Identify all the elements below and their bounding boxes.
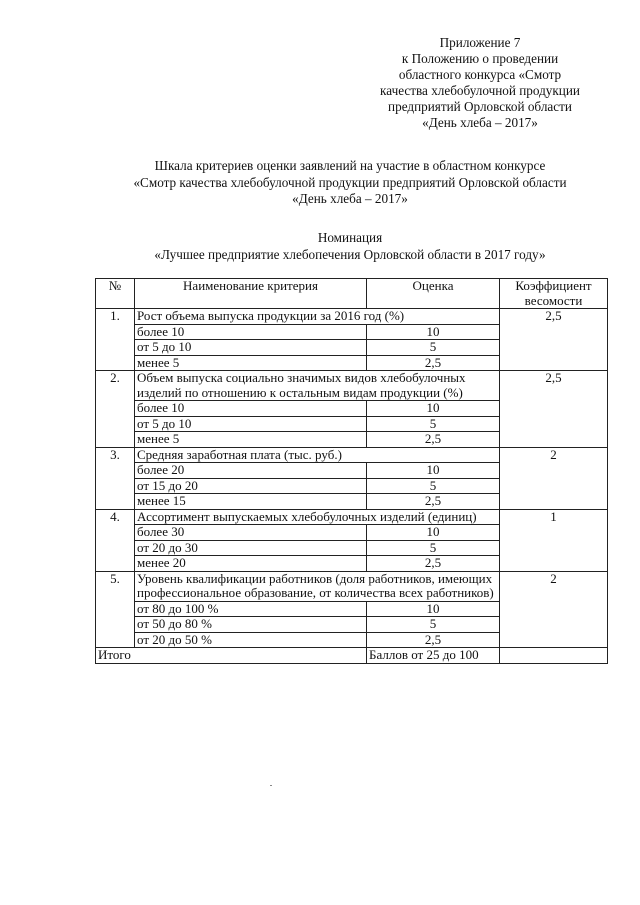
appendix-line: к Положению о проведении — [401, 51, 559, 66]
heading-line: «Смотр качества хлебобулочной продукции предприятий Орловской области — [133, 174, 567, 190]
criterion-number: 2. — [96, 371, 135, 448]
option-label: менее 20 — [135, 556, 367, 572]
appendix-line: качества хлебобулочной продукции — [380, 83, 580, 98]
criterion-coefficient: 2,5 — [500, 371, 608, 448]
table-header-row — [96, 279, 608, 309]
nomination-title: «Лучшее предприятие хлебопечения Орловской области в 2017 году» — [154, 246, 546, 262]
total-label: Итого — [96, 648, 367, 664]
option-score: 10 — [367, 401, 500, 417]
option-score: 10 — [367, 324, 500, 340]
option-label: более 10 — [135, 324, 367, 340]
heading-line: «День хлеба – 2017» — [292, 191, 408, 206]
header-coef: Коэффициент весомости — [500, 279, 608, 309]
option-score: 2,5 — [367, 432, 500, 448]
option-label: от 20 до 50 % — [135, 632, 367, 648]
nomination-block — [60, 230, 640, 263]
header-name: Наименование критерия — [135, 279, 367, 309]
total-empty-cell — [500, 648, 608, 664]
table-row — [96, 571, 608, 601]
option-score: 10 — [367, 525, 500, 541]
table-row — [96, 371, 608, 401]
appendix-line: предприятий Орловской области — [388, 99, 572, 114]
scan-speck — [270, 785, 272, 786]
option-score: 5 — [367, 540, 500, 556]
criterion-number: 1. — [96, 309, 135, 371]
criterion-coefficient: 2 — [500, 447, 608, 509]
total-value: Баллов от 25 до 100 — [367, 648, 500, 664]
table-row — [96, 447, 608, 463]
appendix-line: Приложение 7 — [439, 35, 521, 50]
option-label: менее 5 — [135, 355, 367, 371]
option-label: менее 15 — [135, 494, 367, 510]
criterion-number: 3. — [96, 447, 135, 509]
criterion-coefficient: 2 — [500, 571, 608, 648]
header-score: Оценка — [367, 279, 500, 309]
option-score: 5 — [367, 416, 500, 432]
option-score: 5 — [367, 617, 500, 633]
nomination-label: Номинация — [317, 230, 383, 245]
criterion-number: 5. — [96, 571, 135, 648]
criterion-name: Средняя заработная плата (тыс. руб.) — [135, 447, 500, 463]
table-row — [96, 509, 608, 525]
criterion-name: Уровень квалификации работников (доля работников, имеющих профессиональное образование, от количества всех работников) — [135, 571, 500, 601]
option-label: от 5 до 10 — [135, 416, 367, 432]
option-label: от 80 до 100 % — [135, 601, 367, 617]
criterion-name: Ассортимент выпускаемых хлебобулочных изделий (единиц) — [135, 509, 500, 525]
option-label: более 10 — [135, 401, 367, 417]
option-label: более 30 — [135, 525, 367, 541]
table-row — [96, 309, 608, 325]
criterion-name: Рост объема выпуска продукции за 2016 год (%) — [135, 309, 500, 325]
option-label: менее 5 — [135, 432, 367, 448]
option-label: от 50 до 80 % — [135, 617, 367, 633]
appendix-block — [360, 35, 600, 131]
appendix-line: областного конкурса «Смотр — [398, 67, 562, 82]
option-score: 2,5 — [367, 556, 500, 572]
total-row — [96, 648, 608, 664]
criteria-table — [95, 278, 608, 664]
option-score: 5 — [367, 478, 500, 494]
option-score: 2,5 — [367, 494, 500, 510]
option-label: от 20 до 30 — [135, 540, 367, 556]
heading-line: Шкала критериев оценки заявлений на участие в областном конкурсе — [154, 158, 546, 173]
option-label: от 5 до 10 — [135, 340, 367, 356]
criterion-name: Объем выпуска социально значимых видов хлебобулочных изделий по отношению к остальным видам продукции (%) — [135, 371, 500, 401]
option-score: 2,5 — [367, 632, 500, 648]
option-score: 2,5 — [367, 355, 500, 371]
criterion-number: 4. — [96, 509, 135, 571]
appendix-line: «День хлеба – 2017» — [422, 115, 538, 130]
option-score: 5 — [367, 340, 500, 356]
option-score: 10 — [367, 601, 500, 617]
document-heading — [60, 158, 640, 208]
header-num: № — [96, 279, 135, 309]
criterion-coefficient: 1 — [500, 509, 608, 571]
option-score: 10 — [367, 463, 500, 479]
criterion-coefficient: 2,5 — [500, 309, 608, 371]
option-label: более 20 — [135, 463, 367, 479]
option-label: от 15 до 20 — [135, 478, 367, 494]
